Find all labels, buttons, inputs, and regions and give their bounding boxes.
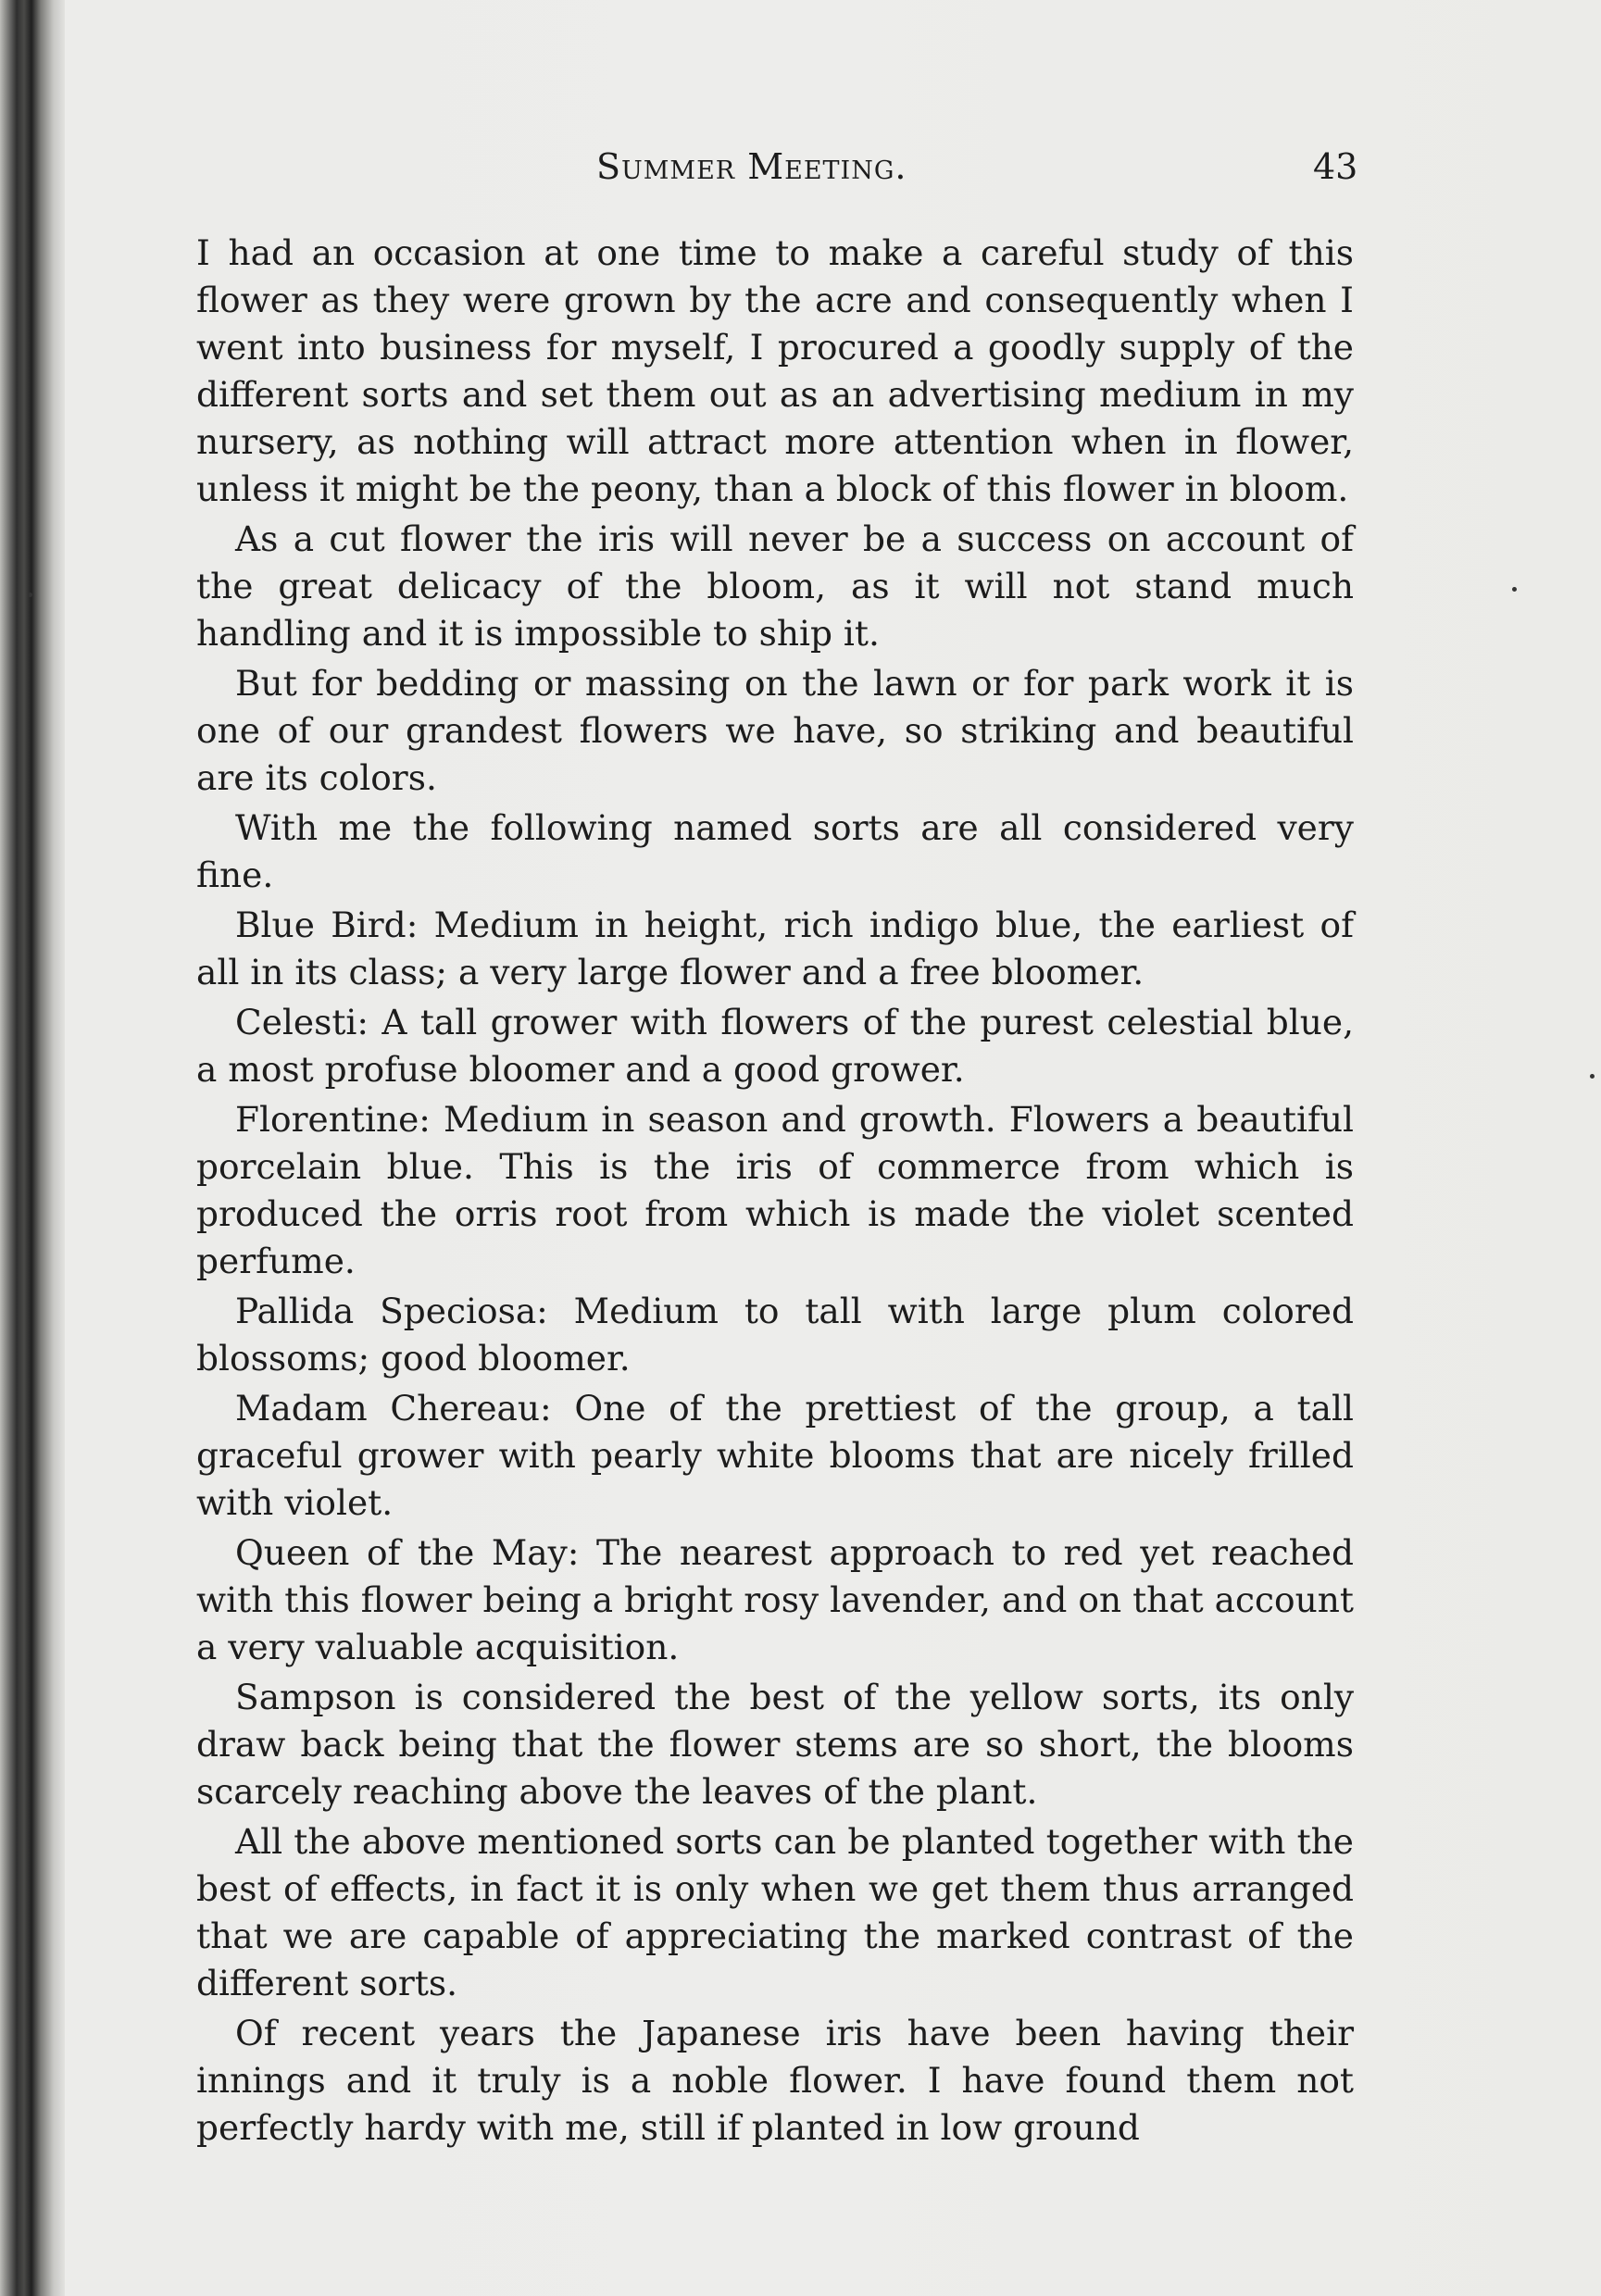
page-number: 43 xyxy=(1313,146,1358,187)
paragraph: Queen of the May: The nearest approach to red yet reached with this flower being a bright rosy lavender, and on that account a very valuable acquisition. xyxy=(196,1532,1354,1667)
paragraph: Celesti: A tall grower with flowers of the purest celestial blue, a most profuse bloomer and a good grower. xyxy=(196,1002,1354,1090)
paragraph: Of recent years the Japanese iris have been having their innings and it truly is a noble flower. I have found them not perfectly hardy with me, still if planted in low ground xyxy=(196,2013,1354,2148)
paragraph: Sampson is considered the best of the yellow sorts, its only draw back being that the flower stems are so short, the blooms scarcely reaching above the leaves of the plant. xyxy=(196,1677,1354,1812)
paragraph: I had an occasion at one time to make a careful study of this flower as they were grown by the acre and consequently when I went into business for myself, I procured a goodly supply of the different sorts and set them out as an advertising medium in my nursery, as nothing will attract more attention when in flower, unless it might be the peony, than a block of this flower in bloom. xyxy=(196,232,1354,509)
running-head: Summer Meeting. xyxy=(596,146,907,187)
paragraph: Madam Chereau: One of the prettiest of the group, a tall graceful grower with pearly white blooms that are nicely frilled with violet. xyxy=(196,1388,1354,1523)
paper-speck xyxy=(1590,1074,1595,1079)
paragraph: With me the following named sorts are all considered very fine. xyxy=(196,807,1354,895)
paragraph: As a cut flower the iris will never be a success on account of the great delicacy of the bloom, as it will not stand much handling and it is impossible to ship it. xyxy=(196,518,1354,654)
paragraph: Blue Bird: Medium in height, rich indigo blue, the earliest of all in its class; a very large flower and a free bloomer. xyxy=(196,905,1354,992)
book-spine-shadow xyxy=(0,0,65,2296)
paragraph: Florentine: Medium in season and growth. Flowers a beautiful porcelain blue. This is the iris of commerce from which is produced the orris root from which is made the violet scented perfume. xyxy=(196,1099,1354,1281)
paragraph: But for bedding or massing on the lawn or for park work it is one of our grandest flowers we have, so striking and beautiful are its colors. xyxy=(196,663,1354,798)
paper-speck xyxy=(1512,587,1517,592)
paragraph: Pallida Speciosa: Medium to tall with large plum colored blossoms; good bloomer. xyxy=(196,1291,1354,1379)
body-text xyxy=(196,230,1354,2154)
paper-speck xyxy=(28,593,32,597)
paragraph: All the above mentioned sorts can be planted together with the best of effects, in fact it is only when we get them thus arranged that we are capable of appreciating the marked contrast of the different sorts. xyxy=(196,1821,1354,2003)
